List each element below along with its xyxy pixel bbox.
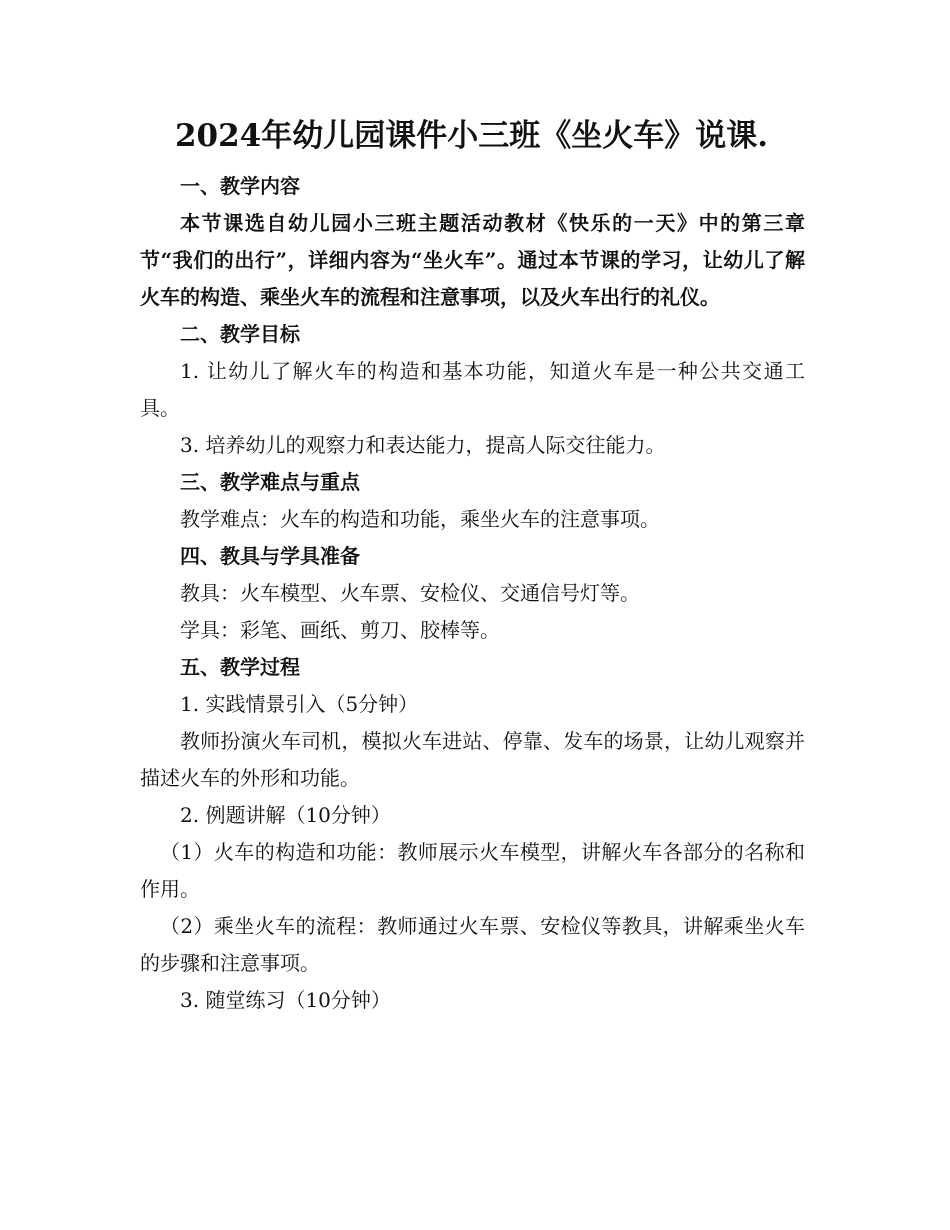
section-heading-materials: 四、教具与学具准备 xyxy=(180,544,360,568)
section-heading-difficulties: 三、教学难点与重点 xyxy=(180,470,360,494)
paragraph-step-3: 3. 随堂练习（10分钟） xyxy=(180,988,391,1012)
paragraph-goal-3: 3. 培养幼儿的观察力和表达能力，提高人际交往能力。 xyxy=(180,433,666,457)
paragraph-step-2: 2. 例题讲解（10分钟） xyxy=(180,803,391,827)
section-heading-teaching-goals: 二、教学目标 xyxy=(180,322,300,346)
paragraph-teacher-tools: 教具：火车模型、火车票、安检仪、交通信号灯等。 xyxy=(180,581,640,605)
paragraph-difficulties: 教学难点：火车的构造和功能，乘坐火车的注意事项。 xyxy=(180,507,660,531)
document-page xyxy=(140,112,805,1019)
paragraph-goal-1: 1. 让幼儿了解火车的构造和基本功能，知道火车是一种公共交通工具。 xyxy=(140,359,805,420)
section-heading-process: 五、教学过程 xyxy=(180,655,300,679)
paragraph-student-tools: 学具：彩笔、画纸、剪刀、胶棒等。 xyxy=(180,618,500,642)
section-heading-teaching-content: 一、教学内容 xyxy=(180,174,300,198)
paragraph-step-1: 1. 实践情景引入（5分钟） xyxy=(180,692,419,716)
document-title: 2024年幼儿园课件小三班《坐火车》说课. xyxy=(174,118,769,154)
paragraph-teaching-content: 本节课选自幼儿园小三班主题活动教材《快乐的一天》中的第三章节“我们的出行”，详细内容为“坐火车”。通过本节课的学习，让幼儿了解火车的构造、乘坐火车的流程和注意事项，以及火车出行的礼仪。 xyxy=(140,211,805,309)
paragraph-step-2-a: （1）火车的构造和功能：教师展示火车模型，讲解火车各部分的名称和作用。 xyxy=(140,840,805,901)
paragraph-step-1-body: 教师扮演火车司机，模拟火车进站、停靠、发车的场景，让幼儿观察并描述火车的外形和功能。 xyxy=(140,729,805,790)
paragraph-step-2-b: （2）乘坐火车的流程：教师通过火车票、安检仪等教具，讲解乘坐火车的步骤和注意事项。 xyxy=(140,914,805,975)
